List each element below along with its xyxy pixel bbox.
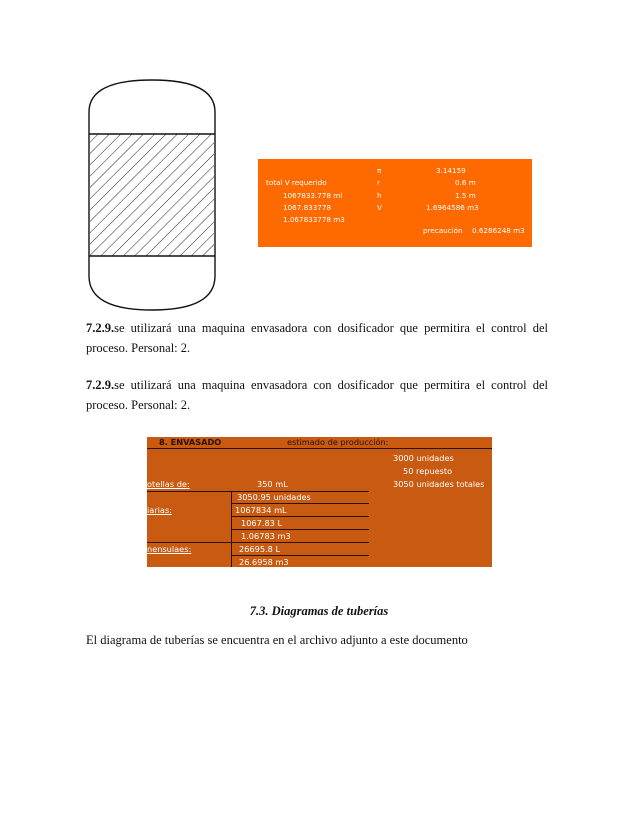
spare-value: 50 repuesto bbox=[403, 466, 453, 476]
daily-units-value: 3050.95 unidades bbox=[237, 492, 311, 502]
paragraph-2-line-1: 7.2.9.se utilizará una maquina envasadora con dosificador que permitira el control del bbox=[86, 375, 548, 395]
paragraph-2-lead: 7.2.9.se bbox=[86, 378, 125, 392]
pi-value: 3.14159 bbox=[436, 166, 466, 175]
paragraph-1-line-2: proceso. Personal: 2. bbox=[86, 341, 191, 355]
paragraph-1-line-1: 7.2.9.se utilizará una maquina envasadora con dosificador que permitira el control del bbox=[86, 318, 548, 338]
daily-m3-value: 1.06783 m3 bbox=[241, 531, 291, 541]
total-volume-ml: 1067833.778 ml bbox=[283, 191, 343, 200]
daily-ml-value: 1067834 mL bbox=[235, 505, 287, 515]
paragraph-2 bbox=[86, 375, 548, 415]
total-units-value: 3050 unidades totales bbox=[393, 479, 485, 489]
section-title: 7.3. Diagramas de tuberías bbox=[249, 604, 389, 618]
total-volume-label: total V requerido bbox=[266, 178, 327, 187]
daily-label: iarias: bbox=[147, 505, 172, 515]
volume-value: 1.6964586 m3 bbox=[426, 203, 479, 212]
monthly-m3-value: 26.6958 m3 bbox=[239, 557, 289, 567]
monthly-l-value: 26695.8 L bbox=[239, 544, 281, 554]
pi-symbol: π bbox=[377, 166, 382, 175]
bottles-label: otellas de: bbox=[147, 479, 190, 489]
paragraph-2-line-2: proceso. Personal: 2. bbox=[86, 398, 191, 412]
height-value: 1.5 m bbox=[455, 191, 476, 200]
total-volume-m3: 1.067833778 m3 bbox=[283, 215, 345, 224]
production-estimate-label: estimado de producción: bbox=[287, 437, 389, 447]
paragraph-1 bbox=[86, 318, 548, 358]
daily-l-value: 1067.83 L bbox=[241, 518, 283, 528]
radius-symbol: r bbox=[377, 178, 380, 187]
packaging-title: 8. ENVASADO bbox=[159, 437, 222, 447]
radius-value: 0.6 m bbox=[455, 178, 476, 187]
volume-calculation-table bbox=[258, 159, 532, 247]
total-volume-l: 1067.833778 bbox=[283, 203, 332, 212]
volume-symbol: V bbox=[377, 203, 382, 212]
header-divider bbox=[147, 448, 492, 449]
precaution-label: precaución bbox=[423, 226, 463, 235]
units-value: 3000 unidades bbox=[393, 453, 454, 463]
bottle-size-value: 350 mL bbox=[257, 479, 288, 489]
paragraph-1-lead: 7.2.9.se bbox=[86, 321, 125, 335]
monthly-label: nensulaes: bbox=[147, 544, 192, 554]
tank-liquid-section bbox=[90, 134, 214, 256]
attachment-note: El diagrama de tuberías se encuentra en el archivo adjunto a este documento bbox=[86, 633, 468, 647]
height-symbol: h bbox=[377, 191, 382, 200]
tank-diagram bbox=[86, 78, 218, 314]
precaution-value: 0.6286248 m3 bbox=[472, 226, 525, 235]
packaging-table bbox=[147, 437, 492, 567]
